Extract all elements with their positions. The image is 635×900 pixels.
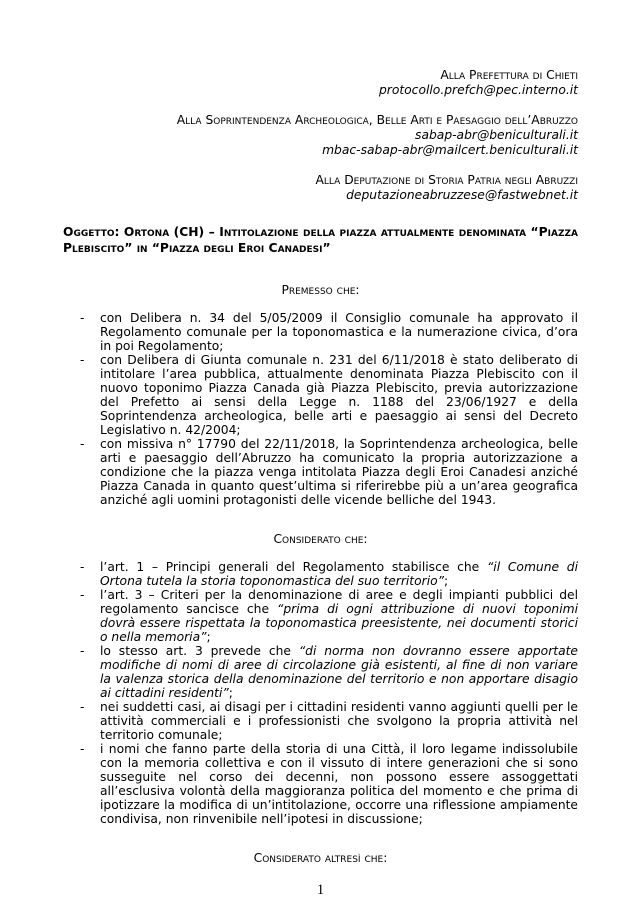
recipients-block — [63, 68, 578, 203]
list-item: - con Delibera n. 34 del 5/05/2009 il Consiglio comunale ha approvato il Regolamento comunale per la toponomastica e la numerazione civica, d’ora in poi Regolamento; — [63, 311, 578, 353]
recipient-email: protocollo.prefch@pec.interno.it — [378, 83, 578, 97]
list-item: - con missiva n° 17790 del 22/11/2018, la Soprintendenza archeologica, belle arti e paesaggio dell’Abruzzo ha comunicato la propria autorizzazione a condizione che la piazza venga intitolata Piazza degli Eroi Canadesi anziché Piazza Canada in quanto quest’ultima si riferirebbe più a un’area geografica anziché agli uomini protagonisti delle vicende belliche del 1943. — [63, 437, 578, 507]
subject-line: Oggetto: Ortona (CH) – Intitolazione della piazza attualmente denominata “Piazza Plebiscito” in “Piazza degli Eroi Canadesi” — [63, 225, 578, 255]
list-item: - i nomi che fanno parte della storia di una Città, il loro legame indissolubile con la memoria collettiva e con il vissuto di intere generazioni che si sono susseguite nel corso dei decenni, non possono essere assoggettati all’esclusiva volontà della maggioranza politica del momento e che prima di ipotizzare la modifica di un’intitolazione, occorre una riflessione ampiamente condivisa, non rinvenibile nell’ipotesi in discussione; — [63, 742, 578, 826]
recipient-name: Alla Deputazione di Storia Patria negli Abruzzi — [315, 173, 578, 187]
section-heading-considerato-altresi: Considerato altresì che: — [253, 851, 388, 865]
page-number: 1 — [316, 882, 325, 898]
section-heading-premesso: Premesso che: — [281, 283, 360, 297]
premesso-list — [63, 311, 578, 507]
recipient-email: mbac-sabap-abr@mailcert.beniculturali.it — [322, 143, 578, 157]
recipient-name: Alla Soprintendenza Archeologica, Belle Arti e Paesaggio dell’Abruzzo — [176, 113, 578, 127]
section-heading-considerato: Considerato che: — [273, 532, 368, 546]
recipient-block — [63, 68, 578, 98]
considerato-list — [63, 560, 578, 826]
list-item: - con Delibera di Giunta comunale n. 231 del 6/11/2018 è stato deliberato di intitolare l’area pubblica, attualmente denominata Piazza Plebiscito con il nuovo toponimo Piazza Canada già Piazza Plebiscito, previa autorizzazione del Prefetto ai sensi della Legge n. 1188 del 23/06/1927 e della Soprintendenza archeologica, belle arti e paesaggio ai sensi del Decreto Legislativo n. 42/2004; — [63, 353, 578, 437]
list-item: - lo stesso art. 3 prevede che “di norma non dovranno essere apportate modifiche di nomi di aree di circolazione già esistenti, al fine di non variare la valenza storica della denominazione del territorio e non apportare disagio ai cittadini residenti”; — [63, 644, 578, 700]
list-item: - l’art. 1 – Principi generali del Regolamento stabilisce che “il Comune di Ortona tutela la storia toponomastica del suo territorio”; — [63, 560, 578, 588]
recipient-block — [63, 173, 578, 203]
list-item: - nei suddetti casi, ai disagi per i cittadini residenti vanno aggiunti quelli per le attività commerciali e i professionisti che svolgono la propria attività nel territorio comunale; — [63, 700, 578, 742]
recipient-email: deputazioneabruzzese@fastwebnet.it — [346, 188, 578, 202]
recipient-email: sabap-abr@beniculturali.it — [415, 128, 578, 142]
list-item: - l’art. 3 – Criteri per la denominazione di aree e degli impianti pubblici del regolamento sancisce che “prima di ogni attribuzione di nuovi toponimi dovrà essere rispettata la toponomastica preesistente, nei documenti storici o nella memoria”; — [63, 588, 578, 644]
recipient-block — [63, 113, 578, 158]
recipient-name: Alla Prefettura di Chieti — [440, 68, 578, 82]
